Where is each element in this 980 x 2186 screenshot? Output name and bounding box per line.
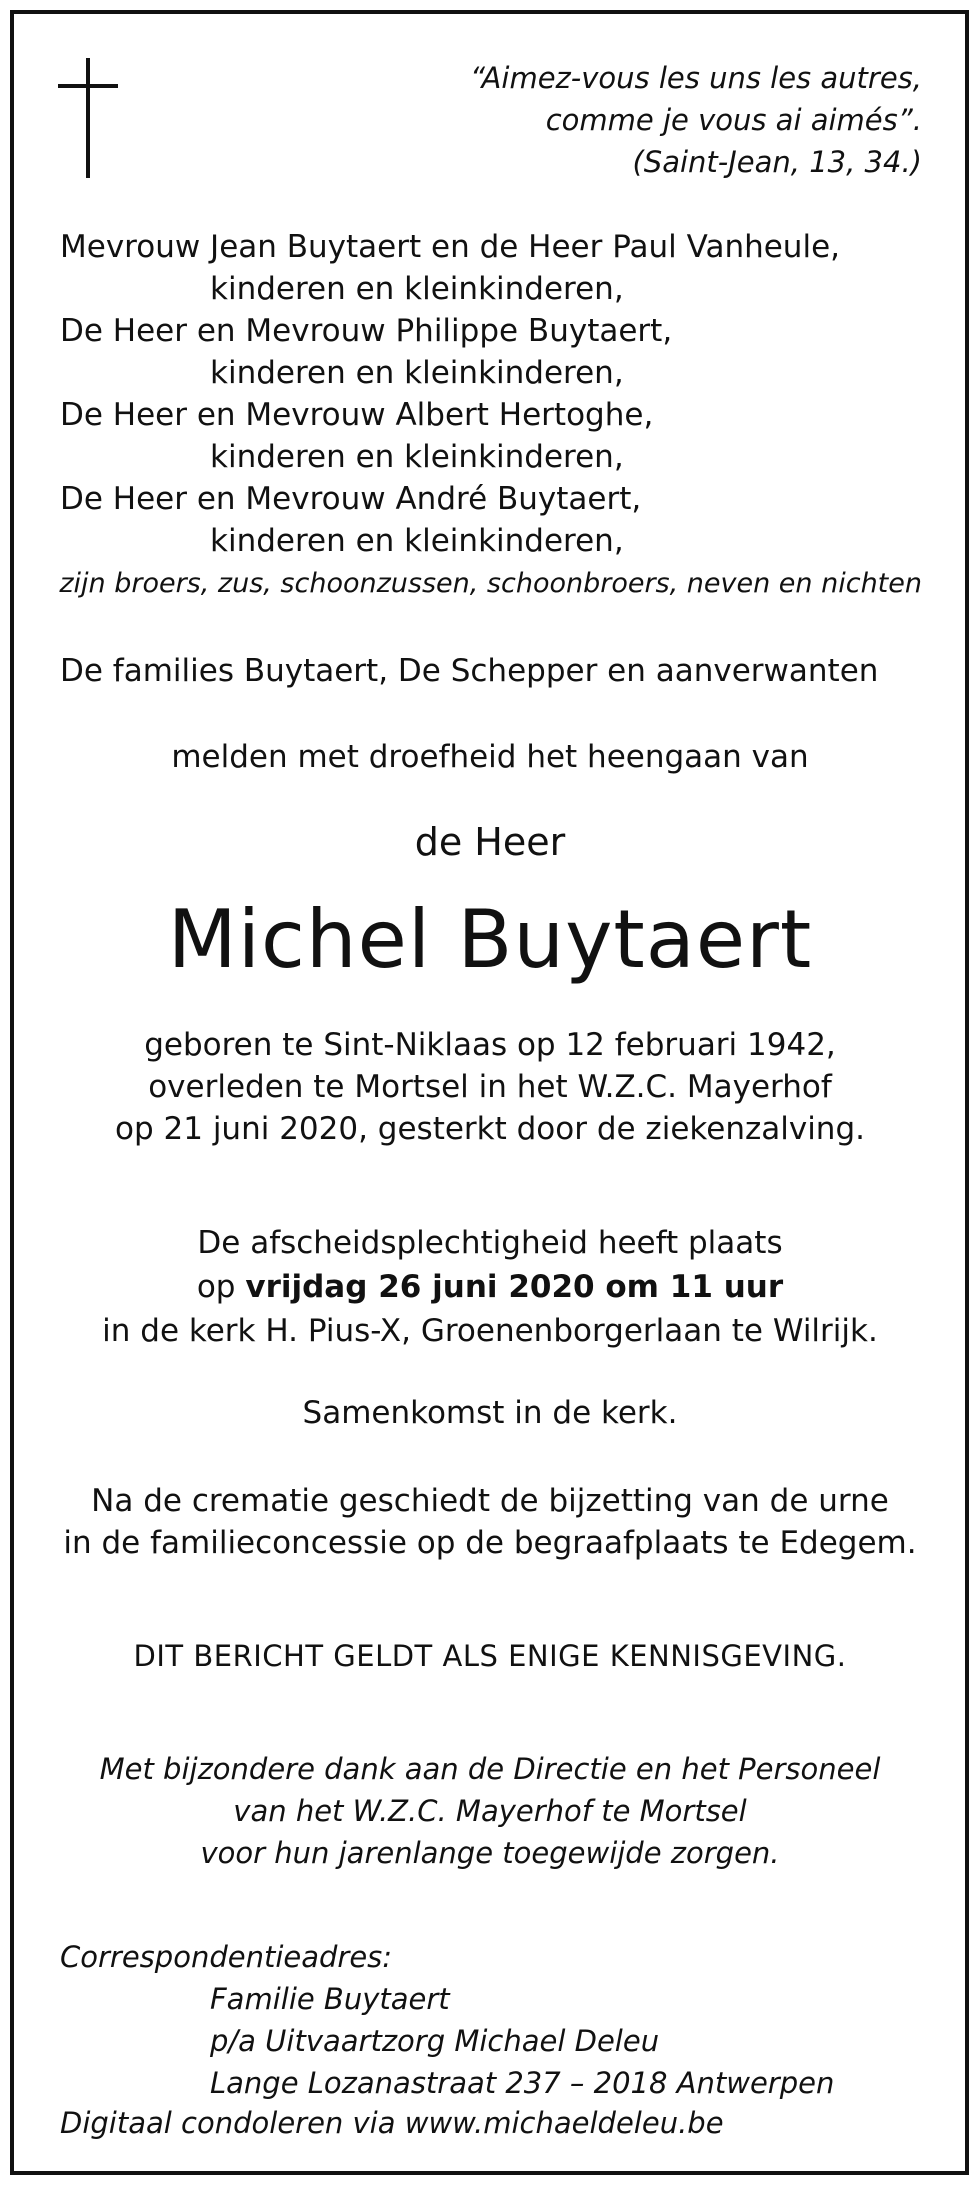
- thanks-line-1: Met bijzondere dank aan de Directie en het Personeel: [99, 1752, 881, 1786]
- ceremony-datetime: vrijdag 26 juni 2020 om 11 uur: [245, 1269, 784, 1305]
- families-line: De families Buytaert, De Schepper en aanverwanten: [60, 653, 879, 689]
- urn-line-1: Na de crematie geschiedt de bijzetting van de urne: [91, 1483, 889, 1519]
- life-line-3: op 21 juni 2020, gesterkt door de ziekenzalving.: [115, 1111, 865, 1147]
- family-line-4: kinderen en kleinkinderen,: [210, 355, 624, 391]
- life-line-2: overleden te Mortsel in het W.Z.C. Mayerhof: [148, 1069, 832, 1105]
- deceased-name: Michel Buytaert: [167, 893, 813, 986]
- gathering: Samenkomst in de kerk.: [302, 1395, 678, 1431]
- thanks-line-3: voor hun jarenlange toegewijde zorgen.: [200, 1836, 780, 1870]
- correspondence-label: Correspondentieadres:: [60, 1940, 393, 1974]
- family-line-6: kinderen en kleinkinderen,: [210, 439, 624, 475]
- quote-line-1: “Aimez-vous les uns les autres,: [469, 61, 922, 95]
- family-line-8: kinderen en kleinkinderen,: [210, 523, 624, 559]
- correspondence-line-2: p/a Uitvaartzorg Michael Deleu: [210, 2024, 660, 2058]
- condolence-link[interactable]: Digitaal condoleren via www.michaeldeleu.be: [60, 2106, 724, 2140]
- deceased-title: de Heer: [414, 820, 566, 864]
- ceremony-line-2: [0, 1266, 980, 1308]
- ceremony-line-3: in de kerk H. Pius-X, Groenenborgerlaan te Wilrijk.: [102, 1313, 878, 1349]
- family-line-5: De Heer en Mevrouw Albert Hertoghe,: [60, 397, 654, 433]
- correspondence-line-3: Lange Lozanastraat 237 – 2018 Antwerpen: [210, 2066, 835, 2100]
- ceremony-line-1: De afscheidsplechtigheid heeft plaats: [197, 1225, 783, 1261]
- family-line-3: De Heer en Mevrouw Philippe Buytaert,: [60, 313, 673, 349]
- family-line-9: zijn broers, zus, schoonzussen, schoonbroers, neven en nichten: [59, 568, 922, 599]
- family-line-7: De Heer en Mevrouw André Buytaert,: [60, 481, 642, 517]
- life-line-1: geboren te Sint-Niklaas op 12 februari 1942,: [144, 1027, 836, 1063]
- ceremony-prefix: op: [196, 1269, 236, 1305]
- urn-line-2: in de familieconcessie op de begraafplaats te Edegem.: [63, 1525, 917, 1561]
- family-line-1: Mevrouw Jean Buytaert en de Heer Paul Vanheule,: [60, 229, 840, 265]
- thanks-line-2: van het W.Z.C. Mayerhof te Mortsel: [233, 1794, 747, 1828]
- family-line-2: kinderen en kleinkinderen,: [210, 271, 624, 307]
- correspondence-line-1: Familie Buytaert: [210, 1982, 450, 2016]
- announcement: melden met droefheid het heengaan van: [171, 739, 809, 775]
- quote-reference: (Saint-Jean, 13, 34.): [632, 145, 922, 179]
- notice-line: DIT BERICHT GELDT ALS ENIGE KENNISGEVING.: [133, 1639, 847, 1673]
- quote-line-2: comme je vous ai aimés”.: [545, 103, 922, 137]
